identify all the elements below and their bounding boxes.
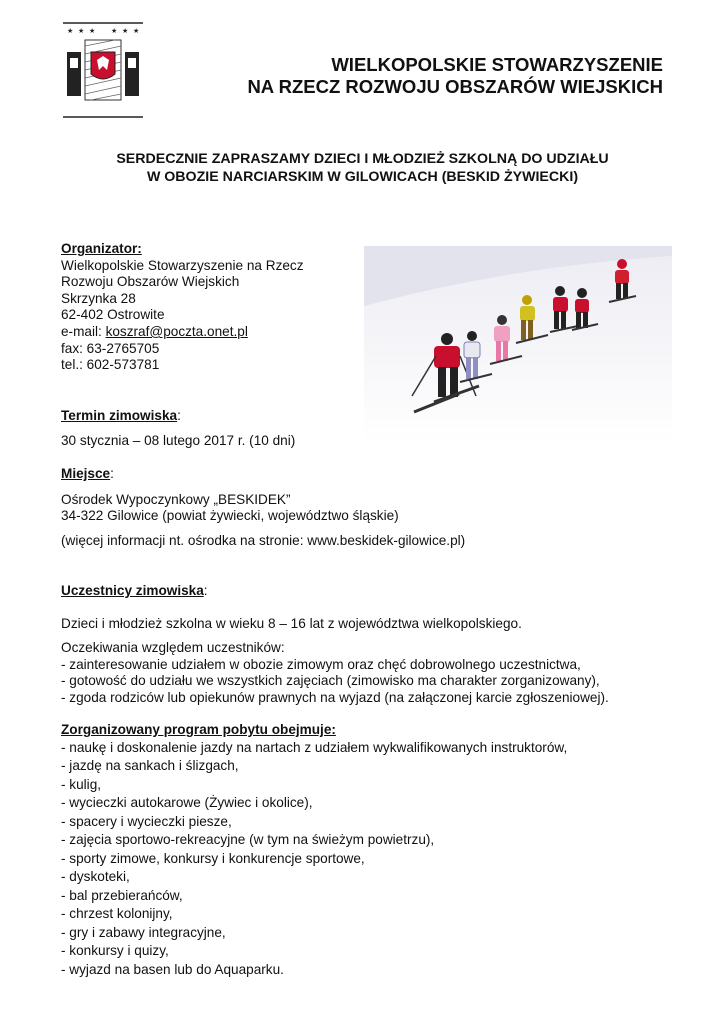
program-item: - kulig,: [61, 776, 102, 792]
organizer-name-2: Rozwoju Obszarów Wiejskich: [61, 274, 240, 290]
participants-heading-colon: :: [203, 583, 208, 598]
term-section: [61, 408, 295, 449]
organizer-tel: tel.: 602-573781: [61, 357, 160, 373]
invitation-line-1: SERDECZNIE ZAPRASZAMY DZIECI I MŁODZIEŻ SZKOLNĄ DO UDZIAŁU: [116, 151, 609, 167]
expectation-item: - zgoda rodziców lub opiekunów prawnych na wyjazd (na załączonej karcie zgłoszeniowej).: [61, 689, 609, 705]
program-item: - konkursy i quizy,: [61, 943, 169, 959]
participants-heading: Uczestnicy zimowiska: [61, 583, 204, 598]
program-item: - gry i zabawy integracyjne,: [61, 924, 226, 940]
participants-description: Dzieci i młodzież szkolna w wieku 8 – 16 lat z województwa wielkopolskiego.: [61, 615, 522, 631]
expectations-heading: Oczekiwania względem uczestników:: [61, 640, 285, 656]
association-logo: [63, 22, 143, 118]
association-name: [150, 54, 663, 98]
organizer-email-line: [61, 324, 304, 341]
organizer-address-2: 62-402 Ostrowite: [61, 307, 165, 323]
place-section: [61, 466, 465, 549]
email-label: e-mail:: [61, 323, 106, 339]
place-heading-line: [61, 466, 465, 483]
svg-text:★: ★: [67, 28, 74, 35]
term-heading-colon: :: [177, 408, 181, 423]
organizer-heading: Organizator:: [61, 241, 142, 256]
program-heading: Zorganizowany program pobytu obejmuje:: [61, 722, 336, 737]
participants-heading-line: [61, 583, 609, 600]
expectation-item: - gotowość do udziału we wszystkich zajęciach (zimowisko ma charakter zorganizowany),: [61, 673, 600, 689]
place-more-info: (więcej informacji nt. ośrodka na stronie: www.beskidek-gilowice.pl): [61, 532, 466, 548]
email-link[interactable]: koszraf@poczta.onet.pl: [105, 323, 248, 339]
association-name-line-2: NA RZECZ ROZWOJU OBSZARÓW WIEJSKICH: [247, 76, 663, 97]
organizer-section: [61, 241, 304, 374]
place-heading: Miejsce: [61, 466, 111, 481]
program-item: - chrzest kolonijny,: [61, 906, 173, 922]
place-heading-colon: :: [110, 466, 114, 481]
program-item: - wyjazd na basen lub do Aquaparku.: [61, 961, 284, 977]
program-item: - zajęcia sportowo-rekreacyjne (w tym na świeżym powietrzu),: [61, 832, 435, 848]
organizer-address-1: Skrzynka 28: [61, 290, 136, 306]
program-item: - naukę i doskonalenie jazdy na nartach z udziałem wykwalifikowanych instruktorów,: [61, 739, 568, 755]
place-name: Ośrodek Wypoczynkowy „BESKIDEK”: [61, 491, 291, 507]
organizer-fax: fax: 63-2765705: [61, 340, 160, 356]
svg-text:★: ★: [78, 28, 85, 35]
program-section: [61, 722, 567, 979]
svg-text:★: ★: [133, 28, 140, 35]
association-name-line-1: WIELKOPOLSKIE STOWARZYSZENIE: [331, 54, 663, 75]
place-address: 34-322 Gilowice (powiat żywiecki, województwo śląskie): [61, 508, 399, 524]
organizer-name-1: Wielkopolskie Stowarzyszenie na Rzecz: [61, 257, 304, 273]
skiers-photo: [364, 246, 672, 445]
term-heading: Termin zimowiska: [61, 408, 178, 423]
svg-text:★: ★: [122, 28, 129, 35]
term-heading-line: [61, 408, 295, 425]
program-item: - dyskoteki,: [61, 869, 130, 885]
invitation-heading: [40, 150, 685, 186]
program-list: [61, 739, 567, 980]
term-value: 30 stycznia – 08 lutego 2017 r. (10 dni): [61, 432, 296, 448]
program-item: - spacery i wycieczki piesze,: [61, 813, 232, 829]
svg-text:★: ★: [89, 28, 96, 35]
invitation-line-2: W OBOZIE NARCIARSKIM W GILOWICACH (BESKID ŻYWIECKI): [146, 169, 579, 185]
program-item: - bal przebierańców,: [61, 887, 183, 903]
expectation-item: - zainteresowanie udziałem w obozie zimowym oraz chęć dobrowolnego uczestnictwa,: [61, 656, 581, 672]
svg-text:★: ★: [111, 28, 118, 35]
participants-section: [61, 583, 609, 707]
program-item: - sporty zimowe, konkursy i konkurencje sportowe,: [61, 850, 365, 866]
program-item: - jazdę na sankach i ślizgach,: [61, 758, 239, 774]
program-item: - wycieczki autokarowe (Żywiec i okolice),: [61, 795, 313, 811]
